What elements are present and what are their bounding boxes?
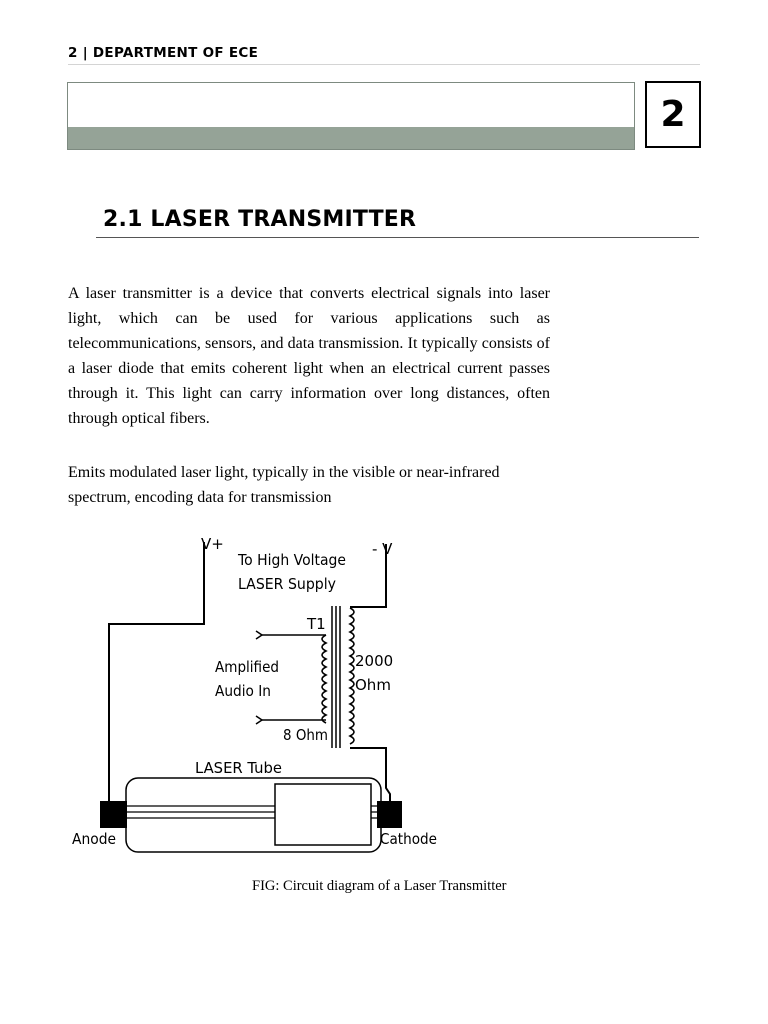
cathode-label: Cathode <box>380 830 437 848</box>
transformer-core <box>332 606 340 748</box>
audio-label-line1: Amplified <box>215 658 279 676</box>
section-title-underline <box>96 237 699 238</box>
figure-caption: FIG: Circuit diagram of a Laser Transmitter <box>252 878 507 894</box>
primary-coil <box>322 635 326 723</box>
vminus-label: - V <box>372 540 393 558</box>
secondary-coil <box>350 608 354 744</box>
circuit-diagram <box>68 530 448 860</box>
chapter-number-box: 2 <box>645 81 701 148</box>
chapter-banner-band <box>68 127 634 149</box>
header-divider <box>68 64 700 65</box>
ohm2000-label-line1: 2000 <box>355 652 394 670</box>
body-paragraph-1: A laser transmitter is a device that converts electrical signals into laser light, which can be used for various applications such as telecommunications, sensors, and data transmission. It typically consists of a laser diode that emits coherent light when an electrical current passes through it. This light can carry information over long distances, often through optical fibers. <box>68 285 550 427</box>
audio-label-line2: Audio In <box>215 682 271 700</box>
body-paragraph-2: Emits modulated laser light, typically in the visible or near-infrared spectrum, encoding data for transmission <box>68 464 500 506</box>
supply-label-line1: To High Voltage <box>237 551 346 569</box>
t1-label: T1 <box>307 615 326 633</box>
supply-label-line2: LASER Supply <box>238 575 337 593</box>
page-header: 2 | DEPARTMENT OF ECE <box>68 45 259 61</box>
vminus-wire <box>350 544 390 802</box>
vplus-wire <box>109 542 204 802</box>
laser-tube <box>100 778 402 852</box>
chapter-banner <box>67 82 635 150</box>
anode-label: Anode <box>72 830 116 848</box>
ohm2000-label-line2: Ohm <box>355 676 391 694</box>
vplus-label: V+ <box>201 535 224 553</box>
audio-input-wires <box>256 631 326 724</box>
section-title: 2.1 LASER TRANSMITTER <box>103 207 417 232</box>
ohm8-label: 8 Ohm <box>283 726 328 744</box>
tube-label: LASER Tube <box>195 759 282 777</box>
